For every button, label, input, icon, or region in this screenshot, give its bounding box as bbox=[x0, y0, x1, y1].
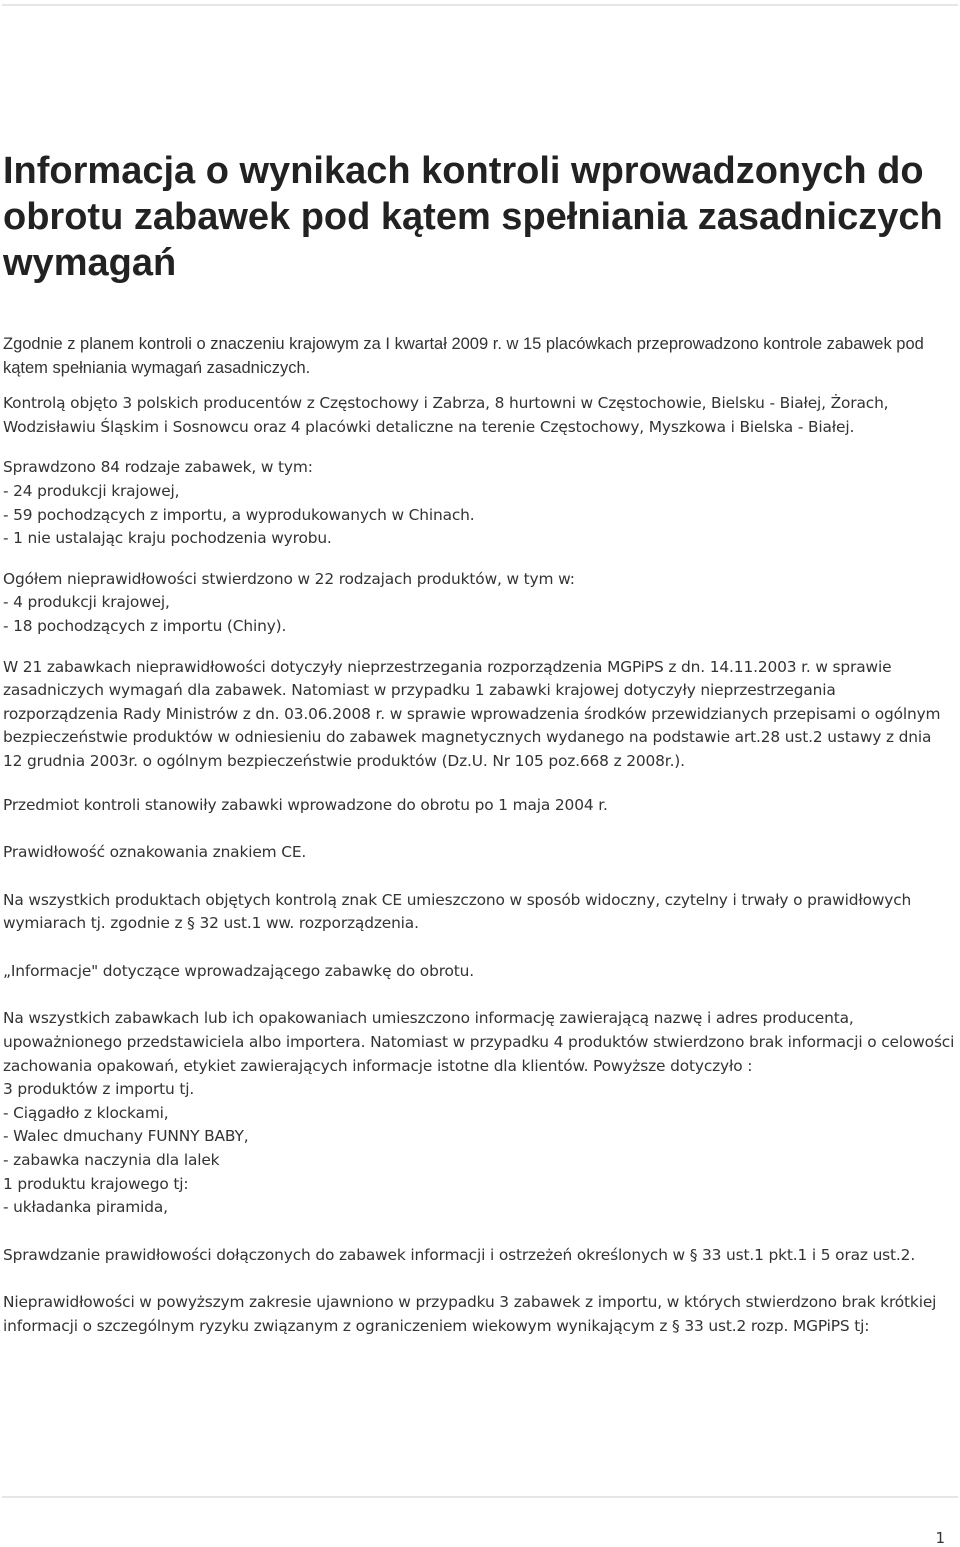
info-paragraph: Na wszystkich zabawkach lub ich opakowaniach umieszczono informację zawierającą nazwę i adres producenta, upoważnionego przedstawiciela albo importera. Natomiast w przypadku 4 produktów stwierdzono brak informacji o celowości zachowania opakowań, etykiet zawierających informacje istotne dla klientów. Powyższe dotyczyło : bbox=[3, 1009, 955, 1075]
subject-paragraph: Przedmiot kontroli stanowiły zabawki wprowadzone do obrotu po 1 maja 2004 r. bbox=[3, 795, 608, 814]
info-list-item: 3 produktów z importu tj. bbox=[3, 1080, 195, 1099]
irregularities-paragraph bbox=[3, 568, 955, 639]
info-list-item: - Ciągadło z klockami, bbox=[3, 1103, 169, 1122]
info-list-item: - zabawka naczynia dla lalek bbox=[3, 1151, 220, 1170]
checked-line: Sprawdzono 84 rodzaje zabawek, w tym: bbox=[3, 458, 313, 477]
irregularities-line: Ogółem nieprawidłowości stwierdzono w 22 rodzajach produktów, w tym w: bbox=[3, 569, 575, 588]
checked-line: - 1 nie ustalając kraju pochodzenia wyrobu. bbox=[3, 529, 332, 548]
warnings-paragraph: Nieprawidłowości w powyższym zakresie ujawniono w przypadku 3 zabawek z importu, w których stwierdzono brak krótkiej informacji o szczególnym ryzyku związanym z ograniczeniem wiekowym wynikającym z § 33 ust.2 rozp. MGPiPS tj: bbox=[3, 1293, 937, 1335]
irregularities-line: - 18 pochodzących z importu (Chiny). bbox=[3, 616, 287, 635]
info-list bbox=[3, 1078, 955, 1220]
intro-paragraph: Zgodnie z planem kontroli o znaczeniu krajowym za I kwartał 2009 r. w 15 placówkach przeprowadzono kontrole zabawek pod kątem spełniania wymagań zasadniczych. bbox=[3, 335, 924, 377]
scope-paragraph: Kontrolą objęto 3 polskich producentów z Częstochowy i Zabrza, 8 hurtowni w Częstochowie, Bielsku - Białej, Żorach, Wodzisławiu Śląskim i Sosnowcu oraz 4 placówki detaliczne na terenie Częstochowy, Myszkowa i Bielska - Białej. bbox=[3, 394, 889, 436]
ce-heading: Prawidłowość oznakowania znakiem CE. bbox=[3, 843, 307, 862]
warnings-heading: Sprawdzanie prawidłowości dołączonych do zabawek informacji i ostrzeżeń określonych w § 33 ust.1 pkt.1 i 5 oraz ust.2. bbox=[3, 1245, 916, 1264]
top-divider bbox=[2, 4, 958, 6]
page-number: 1 bbox=[935, 1529, 945, 1547]
info-list-item: - układanka piramida, bbox=[3, 1198, 168, 1217]
info-list-item: - Walec dmuchany FUNNY BABY, bbox=[3, 1127, 249, 1146]
regulations-paragraph: W 21 zabawkach nieprawidłowości dotyczyły nieprzestrzegania rozporządzenia MGPiPS z dn. 14.11.2003 r. w sprawie zasadniczych wymagań dla zabawek. Natomiast w przypadku 1 zabawki krajowej dotyczyły nieprzestrzegania rozporządzenia Rady Ministrów z dn. 03.06.2008 r. w sprawie wprowadzenia środków przewidzianych przepisami o ogólnym bezpieczeństwie produktów w odniesieniu do zabawek magnetycznych wydanego na podstawie art.28 ust.2 ustawy z dnia 12 grudnia 2003r. o ogólnym bezpieczeństwie produktów (Dz.U. Nr 105 poz.668 z 2008r.). bbox=[3, 657, 941, 770]
document-body bbox=[3, 333, 955, 1339]
document-title: Informacja o wynikach kontroli wprowadzonych do obrotu zabawek pod kątem spełniania zasadniczych wymagań bbox=[3, 150, 943, 284]
info-heading: „Informacje" dotyczące wprowadzającego zabawkę do obrotu. bbox=[3, 961, 475, 980]
checked-paragraph bbox=[3, 456, 955, 550]
ce-paragraph: Na wszystkich produktach objętych kontrolą znak CE umieszczono w sposób widoczny, czytelny i trwały o prawidłowych wymiarach tj. zgodnie z § 32 ust.1 ww. rozporządzenia. bbox=[3, 890, 912, 933]
info-list-item: 1 produktu krajowego tj: bbox=[3, 1174, 189, 1193]
irregularities-line: - 4 produkcji krajowej, bbox=[3, 593, 170, 612]
checked-line: - 59 pochodzących z importu, a wyprodukowanych w Chinach. bbox=[3, 505, 475, 524]
checked-line: - 24 produkcji krajowej, bbox=[3, 481, 180, 500]
footer-divider bbox=[2, 1496, 958, 1498]
